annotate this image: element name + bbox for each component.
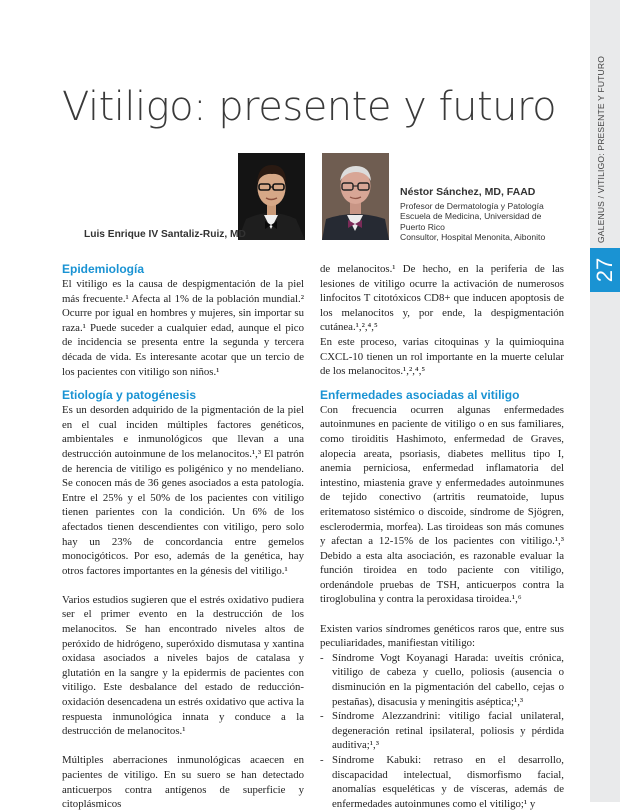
paragraph: Es un desorden adquirido de la pigmentación de la piel en el cual inciden múltiples factores genéticos, ambientales e inmunológicos que llevan a una destrucción autoinmune de los melanocitos.¹,³ El patrón de herencia de vitiligo es poligénico y no mendeliano. Se conocen más de 36 genes asociados a esta patología. Entre el 25% y el 50% de los pacientes con vitiligo tienen parientes con la condición. Un 6% de los afectados tienen descendientes con vitiligo, pero solo hay un 23% de concordancia entre gemelos monocigóticos. Por eso, además de la genética, hay otros factores importantes en la génesis del vitiligo.¹: [62, 404, 304, 577]
affiliation-line: Escuela de Medicina, Universidad de: [400, 211, 542, 222]
column-right: [320, 262, 564, 811]
author-sanchez-block: [400, 186, 575, 242]
author-photo-santaliz: [238, 153, 305, 240]
list-intro: Existen varios síndromes genéticos raros que, entre sus peculiaridades, manifiestan vitiligo:: [320, 622, 564, 650]
list-item: - Síndrome Alezzandrini: vitiligo facial unilateral, degeneración retinal ipsilateral, poliosis y pérdida auditiva;¹,³: [320, 709, 564, 753]
syndrome-list: [320, 651, 564, 812]
article-title: Vitiligo: presente y futuro: [62, 84, 557, 130]
paragraph: Varios estudios sugieren que el estrés oxidativo pudiera ser el primer evento en la destrucción de los melanocitos. Se han encontrado niveles altos de peróxido de hidrógeno, superóxido dismutasa y xantina oxidasa asociados a niveles bajos de catalasa y glutatión en la sangre y la epidermis de pacientes con vitiligo. Este desbalance del estado de reducción-oxidación desencadena un estrés oxidativo que activa la respuesta inmunológica innata y conduce a la destrucción de melanocitos.¹: [62, 593, 304, 738]
paragraph: El vitiligo es la causa de despigmentación de la piel más frecuente.¹ Afecta al 1% de la población mundial.² Ocurre por igual en hombres y mujeres, sin importar su raza.¹ Puede suceder a cualquier edad, aunque el pico de incidencia se presenta entre la segunda y tercera década de vida. Es interesante acotar que un tercio de los pacientes con vitiligo son niños.¹: [62, 278, 304, 378]
heading-enfermedades: Enfermedades asociadas al vitiligo: [320, 387, 520, 402]
author-photo-sanchez: [322, 153, 389, 240]
affiliation-line: Puerto Rico: [400, 221, 445, 232]
affiliation-line: Profesor de Dermatología y Patología: [400, 201, 544, 211]
author-santaliz: Luis Enrique IV Santaliz-Ruiz, MD: [84, 229, 246, 240]
page-number: 27: [591, 257, 617, 283]
paragraph: Con frecuencia ocurren algunas enfermedades autoinmunes en paciente de vitiligo o en sus familiares, como tiroiditis Hashimoto, enfermedad de Graves, alopecia areata, psoriasis, diabetes mellitus tipo I, anemia perniciosa, enfermedad inflamatoria del intestino, miastenia grave y enfermedades autoinmunes de tejido conectivo (artritis reumatoide, lupus eritematoso sistémico o discoide, síndrome de Sjögren, esclerodermia, morfea). Las tiroideas son más comunes y afectan a 12-15% de los pacientes con vitiligo.¹,³ Debido a esta alta asociación, es razonable evaluar la función tiroidea en todo paciente con vitiligo, ordenándole pruebas de TSH, anticuerpos contra la tiroglobulina y contra la peroxidasa tiroidea.¹,⁶: [320, 403, 564, 606]
running-header-text: GALENUS / VITILIGO: PRESENTE Y FUTURO: [596, 55, 606, 243]
author-sanchez-name: Néstor Sánchez, MD, FAAD: [400, 186, 536, 198]
heading-epidemiologia: Epidemiología: [62, 262, 145, 276]
list-item: - Síndrome Kabuki: retraso en el desarrollo, discapacidad intelectual, dismorfismo facial, anomalías esqueléticas y de vísceras, además de enfermedades autoinmunes como el vitiligo;¹ y: [320, 753, 564, 811]
paragraph: En este proceso, varias citoquinas y la quimioquina CXCL-10 tienen un rol importante en la muerte celular de los melanocitos.¹,²,⁴,⁵: [320, 335, 564, 378]
page-number-badge: [590, 248, 620, 292]
heading-etiologia: Etiología y patogénesis: [62, 388, 197, 403]
running-header: [596, 55, 612, 243]
paragraph: Múltiples aberraciones inmunológicas acaecen en pacientes de vitiligo. En su suero se han detectado anticuerpos contra antígenos de superficie y citoplásmicos: [62, 754, 304, 811]
paragraph: de melanocitos.¹ De hecho, en la periferia de las lesiones de vitiligo ocurre la activación de numerosos linfocitos T citotóxicos CD8+ que inducen apoptosis de los melanocitos y, por ende, la despigmentación cutánea.¹,²,⁴,⁵: [320, 263, 564, 334]
column-left: [62, 262, 304, 812]
affiliation-line: Consultor, Hospital Menonita, Aibonito: [400, 231, 546, 242]
author-sanchez-affiliation: [400, 201, 575, 242]
list-item: - Síndrome Vogt Koyanagi Harada: uveítis crónica, vitiligo de cabeza y cuello, poliosis (ausencia o disminución en la pigmentación del cabello, cejas o pestañas), disacusia y meningitis aséptica;¹,³: [320, 651, 564, 709]
